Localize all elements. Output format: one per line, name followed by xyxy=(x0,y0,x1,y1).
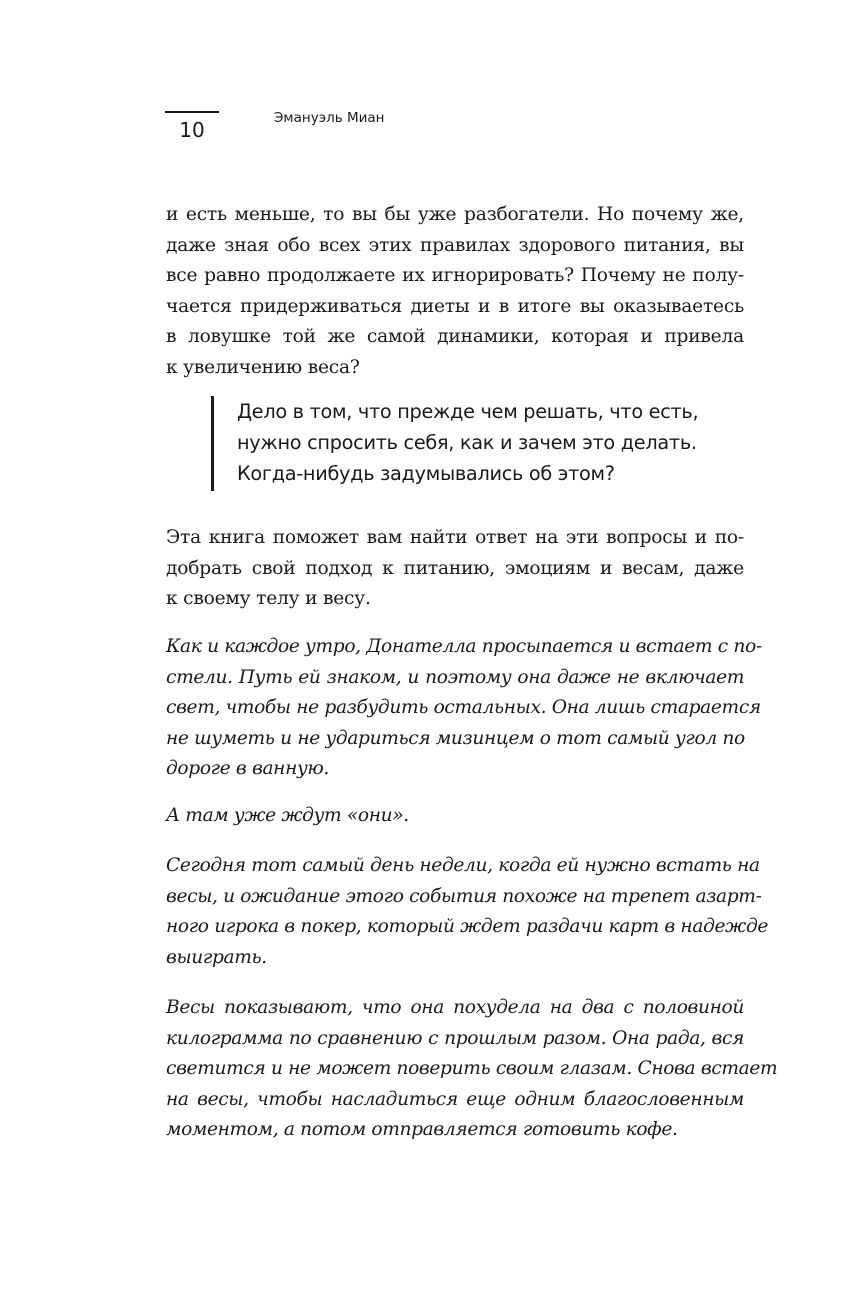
story-paragraph-weigh-day xyxy=(166,851,769,973)
text-line: Сегодня тот самый день недели, когда ей нужно встать на xyxy=(166,855,760,876)
story-paragraph-morning xyxy=(166,632,762,785)
text-line: Эта книга поможет вам найти ответ на эти вопросы и по- xyxy=(166,527,744,548)
text-line: килограмма по сравнению с прошлым разом. Она рада, вся xyxy=(166,1027,744,1049)
text-line: к своему телу и весу. xyxy=(166,588,371,609)
text-line: дороге в ванную. xyxy=(166,758,329,779)
page-number: 10 xyxy=(179,118,205,142)
quote-line: Дело в том, что прежде чем решать, что есть, xyxy=(237,400,699,423)
text-line: в ловушке той же самой динамики, которая и привела xyxy=(166,326,744,347)
text-line: выиграть. xyxy=(166,946,267,968)
running-head-author: Эмануэль Миан xyxy=(274,110,385,126)
story-paragraph-scale-result xyxy=(166,993,778,1146)
text-line: даже зная обо всех этих правилах здорового питания, вы xyxy=(166,234,744,256)
quote-line: Когда-нибудь задумывались об этом? xyxy=(237,462,615,485)
text-line: свет, чтобы не разбудить остальных. Она лишь старается xyxy=(166,697,761,718)
text-line: и есть меньше, то вы бы уже разбогатели. Но почему же, xyxy=(166,204,744,225)
paragraph-intro xyxy=(166,200,744,383)
pull-quote xyxy=(237,396,698,489)
text-line: добрать свой подход к питанию, эмоциям и весам, даже xyxy=(166,557,744,579)
text-line: ного игрока в покер, который ждет раздачи карт в надежде xyxy=(166,916,769,937)
quote-line: нужно спросить себя, как и зачем это делать. xyxy=(237,431,697,454)
pull-quote-bar xyxy=(211,396,214,491)
text-line: стели. Путь ей знаком, и поэтому она даже не включает xyxy=(166,666,744,688)
text-line: моментом, а потом отправляется готовить кофе. xyxy=(166,1119,678,1140)
paragraph-book-purpose xyxy=(166,523,744,615)
text-line: весы, и ожидание этого события похоже на трепет азарт- xyxy=(166,885,762,907)
text-line: Как и каждое утро, Донателла просыпается и встает с по- xyxy=(166,636,762,657)
text-line: А там уже ждут «они». xyxy=(166,805,409,826)
text-line: все равно продолжаете их игнорировать? Почему не полу- xyxy=(166,265,744,286)
text-line: Весы показывают, что она похудела на два с половиной xyxy=(166,997,744,1018)
page-number-rule xyxy=(165,111,219,113)
text-line: к увеличению веса? xyxy=(166,356,360,378)
text-line: не шуметь и не удариться мизинцем о тот самый угол по xyxy=(166,727,745,749)
text-line: на весы, чтобы насладиться еще одним благословенным xyxy=(166,1088,744,1110)
story-paragraph-they-wait xyxy=(166,801,409,832)
text-line: светится и не может поверить своим глазам. Снова встает xyxy=(166,1058,778,1079)
text-line: чается придерживаться диеты и в итоге вы оказываетесь xyxy=(166,295,744,317)
